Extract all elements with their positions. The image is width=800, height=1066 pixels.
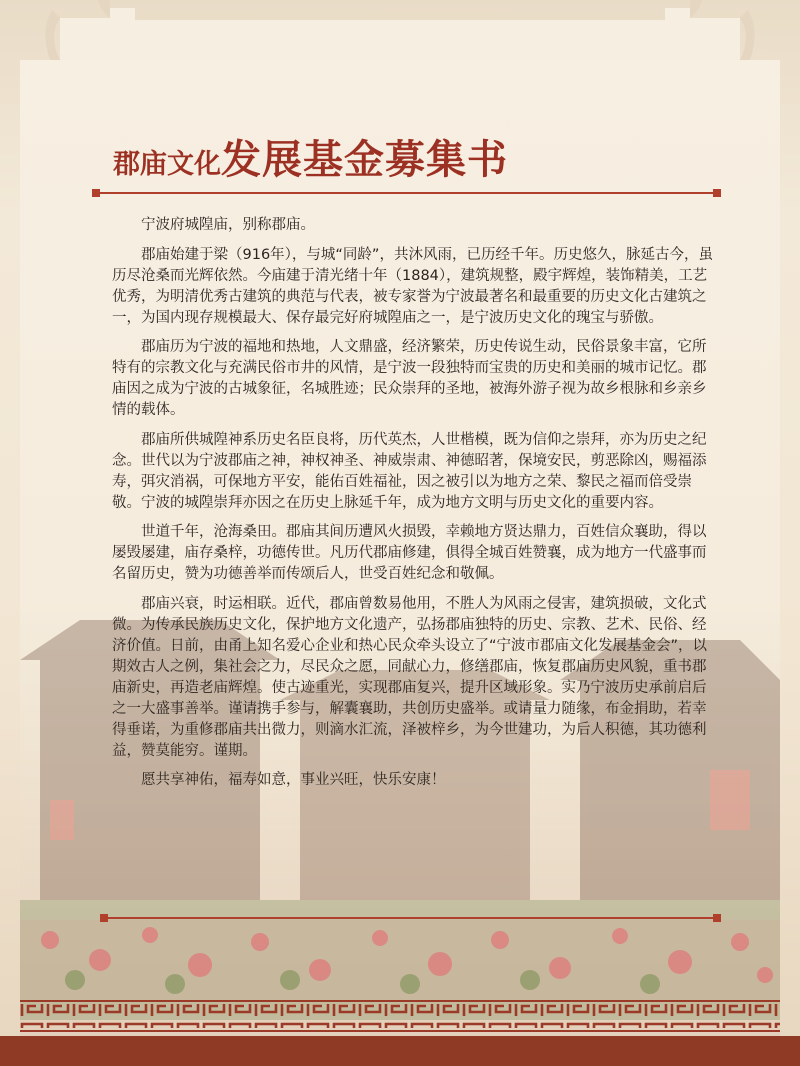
- fret-border-pattern: [20, 996, 780, 1036]
- paragraph: 郡庙始建于梁（916年），与城“同龄”，共沐风雨，已历经千年。历史悠久，脉延古今，虽历尽沧桑而光辉依然。今庙建于清光绪十年（1884），建筑规整，殿宇辉煌，装饰精美，工艺优秀，为明清优秀古建筑的典范与代表，被专家誉为宁波最著名和最重要的历史文化古建筑之一，为国内现存规模最大、保存最完好府城隍庙之一，是宁波历史文化的瑰宝与骄傲。: [112, 246, 713, 326]
- paragraph: 愿共享神佑，福寿如意，事业兴旺，快乐安康！: [141, 772, 446, 788]
- paragraph: 郡庙历为宁波的福地和热地，人文鼎盛，经济繁荣，历史传说生动，民俗景象丰富，它所特有的宗教文化与充满民俗市井的风情，是宁波一段独特而宝贵的历史和美丽的城市记忆。郡庙因之成为宁波的古城象征，名城胜迹；民众崇拜的圣地，被海外游子视为故乡根脉和乡亲乡情的载体。: [112, 339, 707, 418]
- title-divider: [100, 192, 713, 194]
- paragraph: 郡庙兴衰，时运相联。近代，郡庙曾数易他用，不胜人为风雨之侵害，建筑损破，文化式微。为传承民族历史文化，保护地方文化遗产，弘扬郡庙独特的历史、宗教、艺术、民俗、经济价值。日前，由甬上知名爱心企业和热心民众牵头设立了“宁波市郡庙文化发展基金会”，以期效古人之例，集社会之力，尽民众之愿，同献心力，修缮郡庙，恢复郡庙历史风貌，重书郡庙新史，再造老庙辉煌。使古迹重光，实现郡庙复兴，提升区域形象。实乃宁波历史承前启后之一大盛事善举。谨请携手参与，解囊襄助，共创历史盛举。或请量力随缘，布金捐助，若幸得垂诺，为重修郡庙共出微力，则滴水汇流，泽被梓乡，为今世建功，为后人积德，其功德利益，赞莫能穷。谨期。: [112, 595, 708, 759]
- title-prefix: 郡庙文化: [113, 149, 221, 180]
- page-title: [113, 128, 508, 185]
- title-main: 发展基金募集书: [221, 136, 508, 183]
- closing-divider: [108, 917, 713, 919]
- paragraph: 世道千年，沧海桑田。郡庙其间历遭风火损毁，幸赖地方贤达鼎力，百姓信众襄助，得以屡毁屡建，庙存桑梓，功德传世。凡历代郡庙修建，俱得全城百姓赞襄，成为地方一代盛事而名留历史，赞为功德善举而传颂后人，世受百姓纪念和敬佩。: [112, 524, 707, 582]
- paragraph: 宁波府城隍庙，别称郡庙。: [141, 217, 315, 233]
- flower-bed: [20, 880, 780, 1000]
- paragraph: 郡庙所供城隍神系历史名臣良将，历代英杰，人世楷模，既为信仰之崇拜，亦为历史之纪念。世代以为宁波郡庙之神，神权神圣、神威崇肃、神德昭著，保境安民，剪恶除凶，赐福添寿，弭灾消祸，可保地方平安，能佑百姓福祉，因之被引以为地方之荣、黎民之福而倍受崇敬。宁波的城隍崇拜亦因之在历史上脉延千年，成为地方文明与历史文化的重要内容。: [112, 431, 707, 511]
- letter-body: [112, 215, 717, 800]
- bottom-band: [0, 1036, 800, 1066]
